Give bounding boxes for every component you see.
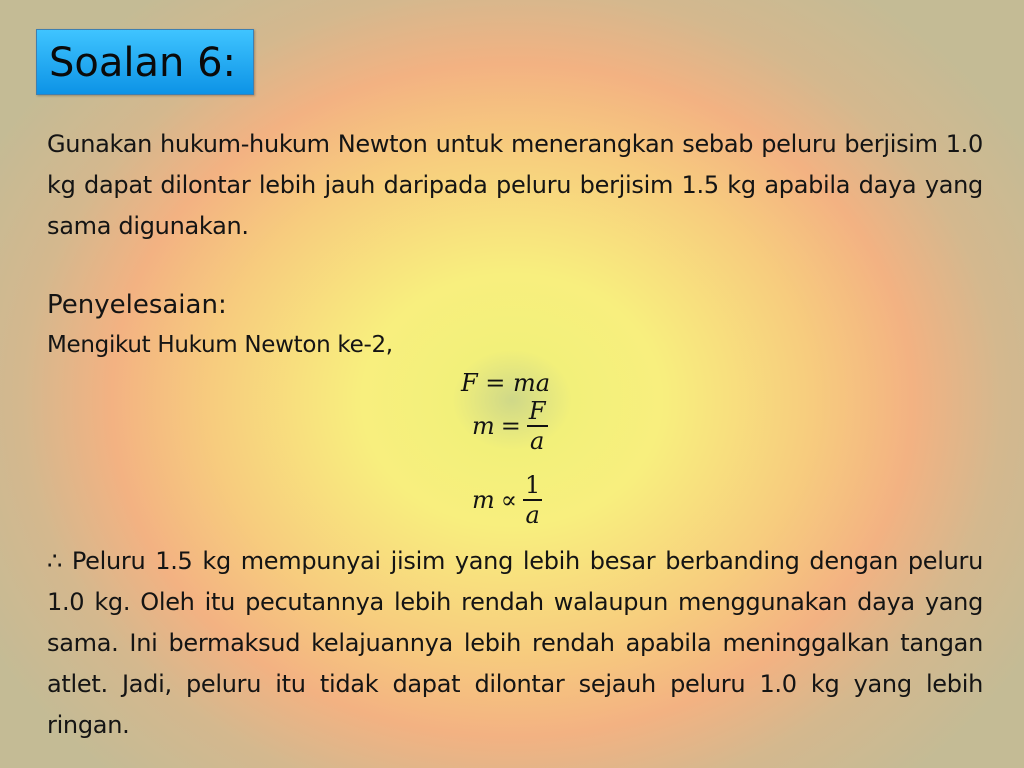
- eq3-fraction: [523, 471, 542, 529]
- eq3-numerator: 1: [525, 471, 541, 499]
- eq2-equals: =: [500, 412, 521, 440]
- eq2-denominator: a: [530, 427, 545, 455]
- slide-title-box: [36, 29, 254, 95]
- equation-newton-second-law: [461, 365, 550, 401]
- eq3-denominator: a: [525, 501, 540, 529]
- eq1-force: F: [461, 369, 478, 397]
- conclusion-text: [47, 541, 983, 746]
- eq1-equals: =: [485, 369, 506, 397]
- solution-heading: Penyelesaian:: [47, 290, 227, 320]
- law-intro: Mengikut Hukum Newton ke-2,: [47, 332, 393, 358]
- eq2-lhs: m: [472, 412, 495, 440]
- eq2-numerator: F: [528, 397, 546, 425]
- eq3-proportional: ∝: [500, 486, 518, 514]
- eq3-lhs: m: [472, 486, 495, 514]
- conclusion-body: Peluru 1.5 kg mempunyai jisim yang lebih besar berbanding dengan peluru 1.0 kg. Oleh itu pecutannya lebih rendah walaupun menggunakan daya yang sama. Ini bermaksud kelajuannya lebih rendah apabila meninggalkan tangan atlet. Jadi, peluru itu tidak dapat dilontar sejauh peluru 1.0 kg yang lebih ringan.: [47, 547, 983, 739]
- therefore-symbol: ∴: [47, 547, 62, 575]
- eq2-fraction: [527, 397, 548, 455]
- equation-mass-fraction: [472, 397, 548, 455]
- equation-mass-proportional: [472, 471, 542, 529]
- slide-title: Soalan 6:: [49, 40, 236, 86]
- eq1-rhs: ma: [513, 369, 551, 397]
- question-text: Gunakan hukum-hukum Newton untuk menerangkan sebab peluru berjisim 1.0 kg dapat dilontar lebih jauh daripada peluru berjisim 1.5 kg apabila daya yang sama digunakan.: [47, 130, 983, 240]
